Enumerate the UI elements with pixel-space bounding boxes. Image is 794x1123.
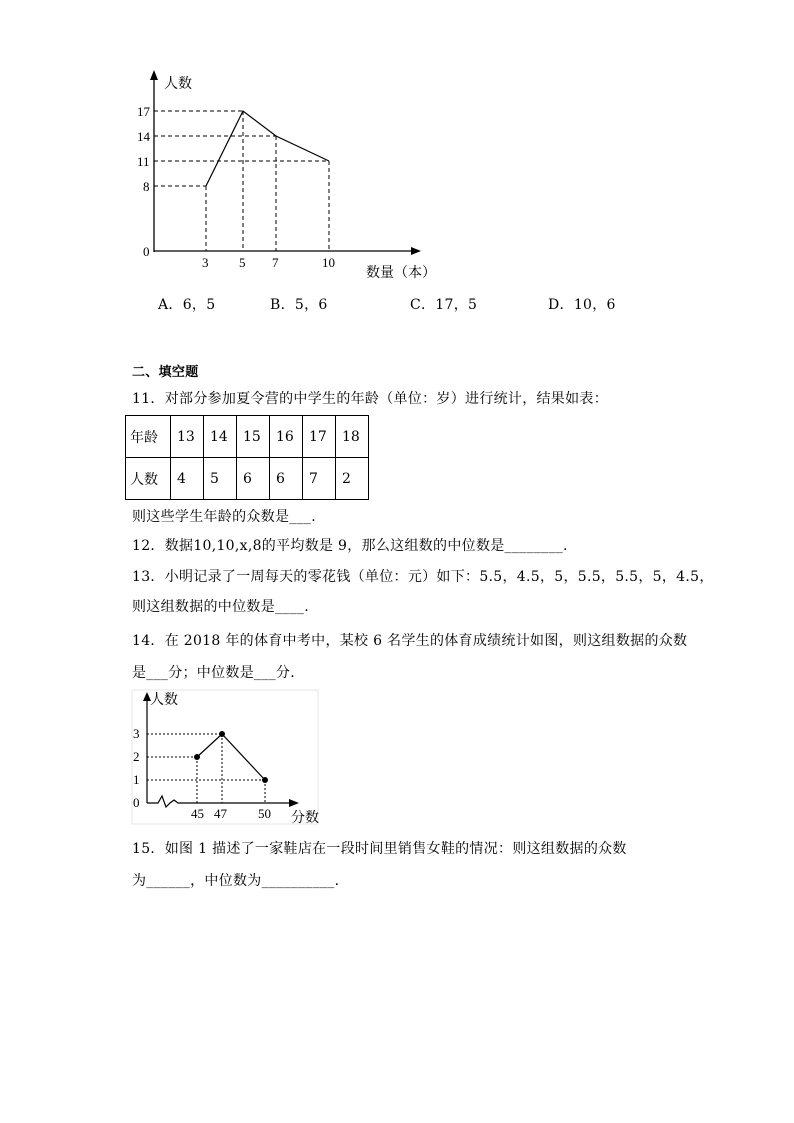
chart2-x-tick-45: 45 bbox=[191, 806, 204, 821]
chart2-y-tick-1: 1 bbox=[133, 772, 140, 787]
q11-text: 11．对部分参加夏令营的中学生的年龄（单位：岁）进行统计，结果如表： bbox=[132, 391, 609, 407]
q15-line1: 15．如图 1 描述了一家鞋店在一段时间里销售女鞋的情况：则这组数据的众数 bbox=[132, 841, 627, 857]
table-cell: 15 bbox=[237, 416, 270, 458]
chart2-y-label: 人数 bbox=[150, 693, 178, 708]
chart1-x-label: 数量（本） bbox=[366, 266, 436, 281]
chart1-x-arrow bbox=[411, 247, 421, 255]
chart1-x-tick-3: 3 bbox=[202, 255, 209, 270]
chart2-x-arrow bbox=[289, 799, 299, 807]
table-cell: 2 bbox=[336, 458, 369, 500]
table-cell: 人数 bbox=[126, 458, 171, 500]
table-cell: 5 bbox=[204, 458, 237, 500]
table-cell: 年龄 bbox=[126, 416, 171, 458]
q11-followup: 则这些学生年龄的众数是___. bbox=[132, 509, 316, 525]
table-cell: 4 bbox=[171, 458, 204, 500]
chart1-y-tick-11: 11 bbox=[137, 154, 150, 169]
chart1-y-arrow bbox=[150, 70, 158, 80]
table-cell: 14 bbox=[204, 416, 237, 458]
chart1-x-tick-10: 10 bbox=[322, 255, 335, 270]
chart2-point bbox=[194, 754, 200, 760]
table-cell: 16 bbox=[270, 416, 303, 458]
chart1-origin: 0 bbox=[143, 244, 150, 259]
choice-b: B．5，6 bbox=[270, 297, 328, 313]
q13-line2: 则这组数据的中位数是____. bbox=[132, 599, 309, 615]
chart2-series-line bbox=[197, 734, 265, 780]
age-table bbox=[125, 415, 369, 500]
chart1-x-tick-5: 5 bbox=[239, 255, 246, 270]
section-title: 二、填空题 bbox=[132, 365, 199, 380]
chart1-y-tick-17: 17 bbox=[137, 104, 150, 119]
chart2-x-label: 分数 bbox=[291, 811, 319, 826]
chart2 bbox=[0, 684, 794, 834]
choice-a: A．6，5 bbox=[158, 297, 216, 313]
chart1 bbox=[0, 0, 794, 300]
chart2-y-tick-2: 2 bbox=[133, 749, 140, 764]
choice-d: D．10，6 bbox=[548, 297, 616, 313]
q14-line2: 是___分；中位数是___分. bbox=[132, 665, 295, 681]
table-row-count bbox=[126, 458, 369, 500]
table-cell: 17 bbox=[303, 416, 336, 458]
q13-line1: 13．小明记录了一周每天的零花钱（单位：元）如下：5.5，4.5，5，5.5，5.5，5，4.5， bbox=[132, 569, 714, 585]
chart2-marks bbox=[147, 731, 268, 803]
table-cell: 13 bbox=[171, 416, 204, 458]
chart2-point bbox=[262, 777, 268, 783]
chart1-series-line bbox=[206, 111, 329, 186]
chart2-origin: 0 bbox=[133, 795, 140, 810]
chart1-y-tick-8: 8 bbox=[143, 179, 150, 194]
chart2-y-tick-3: 3 bbox=[133, 726, 140, 741]
table-cell: 18 bbox=[336, 416, 369, 458]
table-row-age bbox=[126, 416, 369, 458]
table-cell: 6 bbox=[270, 458, 303, 500]
chart2-x-tick-47: 47 bbox=[214, 806, 227, 821]
choice-c: C．17，5 bbox=[410, 297, 478, 313]
table-cell: 6 bbox=[237, 458, 270, 500]
chart1-x-tick-7: 7 bbox=[272, 255, 279, 270]
chart2-point bbox=[219, 731, 225, 737]
q12-text: 12．数据10,10,x,8的平均数是 9，那么这组数的中位数是________. bbox=[132, 538, 568, 554]
q14-line1: 14．在 2018 年的体育中考中，某校 6 名学生的体育成绩统计如图，则这组数据的众数 bbox=[132, 633, 688, 649]
chart1-y-tick-14: 14 bbox=[137, 129, 150, 144]
q15-line2: 为______，中位数为__________. bbox=[132, 873, 340, 889]
chart1-y-label: 人数 bbox=[164, 77, 192, 92]
table-cell: 7 bbox=[303, 458, 336, 500]
chart2-x-tick-50: 50 bbox=[258, 806, 271, 821]
